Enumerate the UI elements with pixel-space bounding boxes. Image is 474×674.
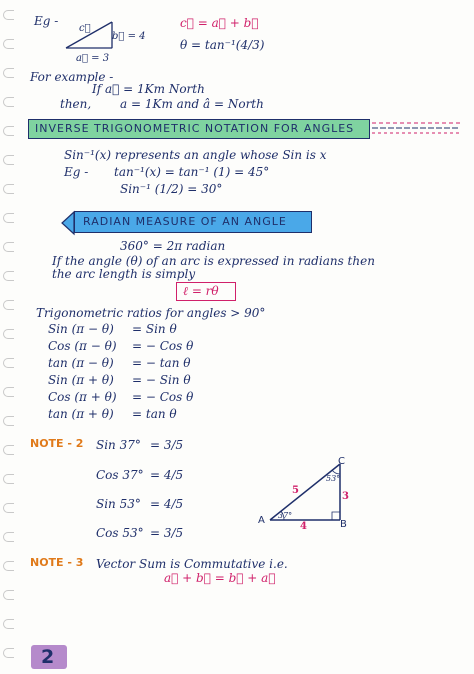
page-number-tab: [31, 645, 67, 669]
radian-explanation-1: If the angle (θ) of an arc is expressed in radians then: [52, 254, 375, 268]
binding-ring: [3, 358, 14, 368]
commutative-formula: a⃗ + b⃗ = b⃗ + a⃗: [164, 571, 276, 585]
binding-ring: [3, 590, 14, 600]
ratio-rhs: = − tan θ: [132, 356, 191, 370]
binding-ring: [3, 213, 14, 223]
note-2-lhs: Cos 37°: [96, 468, 144, 482]
binding-ring: [3, 503, 14, 513]
eg-label: Eg -: [34, 14, 59, 28]
vertex-b-label: B: [340, 519, 347, 530]
binding-ring: [3, 416, 14, 426]
radian-title: RADIAN MEASURE OF AN ANGLE: [83, 215, 287, 228]
side-bc-label: 3: [342, 491, 349, 502]
binding-ring: [3, 619, 14, 629]
ratio-rhs: = Sin θ: [132, 322, 177, 336]
binding-ring: [3, 68, 14, 78]
inverse-trig-banner: [28, 119, 370, 139]
inverse-definition: Sin⁻¹(x) represents an angle whose Sin is x: [64, 148, 327, 162]
vertex-a-label: A: [258, 515, 265, 526]
example-line-1: If a⃗ = 1Km North: [92, 82, 205, 96]
binding-ring: [3, 155, 14, 165]
arc-length-formula-box: [176, 282, 236, 301]
ratio-lhs: Sin (π − θ): [48, 322, 114, 336]
for-example-heading: For example -: [30, 70, 114, 84]
inverse-example-tan: tan⁻¹(x) = tan⁻¹ (1) = 45°: [114, 165, 270, 179]
binding-ring: [3, 387, 14, 397]
note-3-label: NOTE - 3: [30, 556, 84, 569]
note-2-rhs: = 3/5: [150, 438, 184, 452]
binding-ring: [3, 300, 14, 310]
binding-ring: [3, 561, 14, 571]
vector-sum-equation: c⃗ = a⃗ + b⃗: [180, 16, 259, 30]
ratio-lhs: Cos (π − θ): [48, 339, 117, 353]
note-2-rhs: = 4/5: [150, 468, 184, 482]
vertex-c-label: C: [338, 456, 345, 467]
note-2-lhs: Sin 37°: [96, 438, 141, 452]
inverse-example-sin: Sin⁻¹ (1/2) = 30°: [120, 182, 223, 196]
binding-ring: [3, 10, 14, 20]
arc-length-formula: ℓ = rθ: [183, 284, 219, 298]
note-2-rhs: = 3/5: [150, 526, 184, 540]
radian-definition: 360° = 2π radian: [120, 239, 226, 253]
angle-c-label: 53°: [326, 474, 341, 483]
theta-equation: θ = tan⁻¹(4/3): [180, 38, 265, 52]
binding-ring: [3, 474, 14, 484]
angle-a-label: 37°: [278, 511, 293, 520]
then-label: then,: [60, 97, 92, 111]
ratio-lhs: Sin (π + θ): [48, 373, 114, 387]
binding-ring: [3, 242, 14, 252]
banner-decoration: [372, 120, 462, 136]
ratio-rhs: = − Cos θ: [132, 390, 194, 404]
example-line-2: a = 1Km and â = North: [120, 97, 264, 111]
ratio-lhs: tan (π + θ): [48, 407, 114, 421]
binding-ring: [3, 39, 14, 49]
radian-explanation-2: the arc length is simply: [52, 267, 196, 281]
vector-b-label: b⃗ = 4: [112, 31, 146, 42]
binding-ring: [3, 532, 14, 542]
ratio-rhs: = − Sin θ: [132, 373, 191, 387]
note-2-label: NOTE - 2: [30, 437, 84, 450]
spiral-binding: [0, 0, 16, 674]
inverse-eg-label: Eg -: [64, 165, 89, 179]
binding-ring: [3, 648, 14, 658]
radian-banner: [74, 211, 312, 233]
binding-ring: [3, 271, 14, 281]
binding-ring: [3, 445, 14, 455]
vector-a-label: a⃗ = 3: [76, 53, 110, 64]
page-number: 2: [41, 646, 55, 668]
vector-c-label: c⃗: [79, 23, 91, 34]
side-ac-label: 5: [292, 485, 299, 496]
ratios-heading: Trigonometric ratios for angles > 90°: [36, 306, 266, 320]
ratio-lhs: tan (π − θ): [48, 356, 114, 370]
binding-ring: [3, 97, 14, 107]
ratio-rhs: = tan θ: [132, 407, 177, 421]
inverse-trig-title: INVERSE TRIGONOMETRIC NOTATION FOR ANGLES: [35, 122, 355, 135]
ratio-lhs: Cos (π + θ): [48, 390, 117, 404]
note-2-lhs: Sin 53°: [96, 497, 141, 511]
binding-ring: [3, 126, 14, 136]
binding-ring: [3, 184, 14, 194]
note-2-rhs: = 4/5: [150, 497, 184, 511]
ratio-rhs: = − Cos θ: [132, 339, 194, 353]
note-3-text: Vector Sum is Commutative i.e.: [96, 557, 288, 571]
side-ab-label: 4: [300, 521, 307, 532]
binding-ring: [3, 329, 14, 339]
note-2-lhs: Cos 53°: [96, 526, 144, 540]
